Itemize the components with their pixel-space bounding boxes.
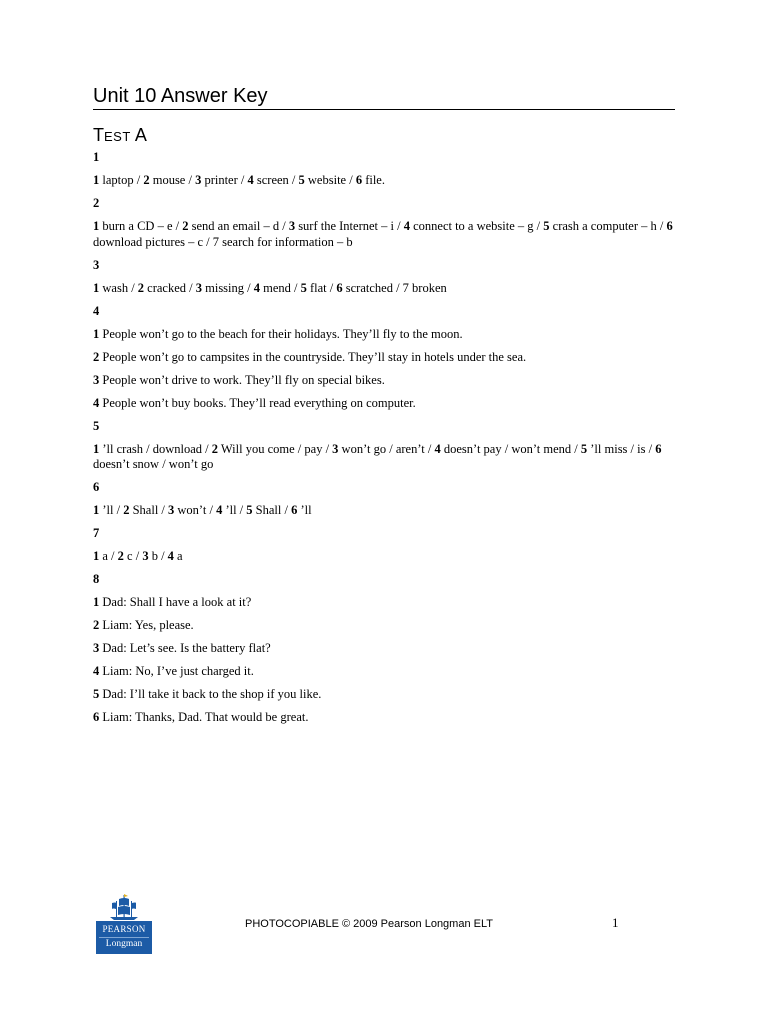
- answer-text: printer /: [201, 173, 248, 187]
- item-number: 5: [580, 441, 588, 456]
- answer-line: [93, 687, 683, 703]
- item-number: 3: [168, 503, 175, 517]
- item-number: 5: [543, 219, 550, 233]
- item-number: 5: [298, 173, 305, 187]
- answer-text: screen /: [253, 173, 299, 187]
- answer-text: Will you come / pay /: [217, 441, 333, 456]
- item-number: 3: [195, 280, 202, 295]
- item-number: 4: [247, 173, 254, 187]
- answer-text: ’ll /: [222, 503, 247, 517]
- answer-line: [93, 281, 683, 297]
- item-number: 2: [117, 549, 124, 563]
- answer-line: [93, 710, 683, 726]
- photocopiable-notice: PHOTOCOPIABLE © 2009 Pearson Longman ELT: [245, 918, 493, 930]
- item-number: 5: [246, 503, 253, 517]
- item-number: 3: [93, 641, 100, 655]
- section-number: 3: [93, 257, 100, 272]
- item-number: 5: [300, 280, 307, 295]
- answer-text: crash a computer – h /: [549, 219, 667, 233]
- logo-longman-text: Longman: [99, 937, 149, 950]
- answer-line: [93, 219, 683, 250]
- page-number: 1: [612, 915, 619, 930]
- answer-line: [93, 442, 683, 473]
- item-number: 2: [211, 441, 218, 456]
- answer-text: b /: [148, 549, 168, 563]
- section-number: 8: [93, 572, 100, 586]
- item-number: 3: [288, 219, 296, 233]
- item-number: 2: [182, 219, 189, 233]
- answer-text: won’t /: [174, 503, 217, 517]
- answer-line: [93, 664, 683, 680]
- item-number: 1: [93, 219, 100, 233]
- section-number: 5: [93, 418, 100, 433]
- item-number: 6: [666, 219, 673, 233]
- answer-line: [93, 549, 683, 565]
- answer-text: Dad: I’ll take it back to the shop if you like.: [99, 687, 322, 701]
- item-number: 5: [93, 687, 100, 701]
- answer-line: [93, 618, 683, 634]
- item-number: 6: [655, 441, 662, 456]
- logo-pearson-text: PEARSON: [102, 924, 146, 934]
- item-number: 2: [93, 618, 100, 632]
- answer-text: a: [173, 549, 183, 563]
- item-number: 4: [216, 503, 223, 517]
- logo-wordmark: [96, 921, 152, 954]
- answer-text: connect to a website – g /: [409, 219, 544, 233]
- heading-a: A: [134, 125, 147, 145]
- item-number: 1: [93, 441, 100, 456]
- answer-text: cracked /: [144, 280, 196, 295]
- item-number: 1: [93, 503, 100, 517]
- item-number: 3: [93, 372, 100, 387]
- section-number: 6: [93, 480, 100, 494]
- answer-text: a /: [99, 549, 118, 563]
- item-number: 4: [93, 395, 100, 410]
- answer-text: Liam: Thanks, Dad. That would be great.: [99, 710, 309, 724]
- answer-line: [93, 350, 683, 366]
- answer-text: People won’t buy books. They’ll read everything on computer.: [99, 395, 416, 410]
- section-number: 2: [93, 196, 100, 210]
- item-number: 1: [93, 280, 100, 295]
- answer-text: Shall /: [129, 503, 169, 517]
- answer-text: People won’t go to the beach for their holidays. They’ll fly to the moon.: [99, 326, 463, 341]
- item-number: 1: [93, 595, 100, 609]
- item-number: 2: [143, 173, 150, 187]
- answer-text: Shall /: [252, 503, 292, 517]
- answer-content: [93, 150, 683, 733]
- answer-text: send an email – d /: [188, 219, 289, 233]
- heading-est: EST: [104, 129, 131, 144]
- answer-text: Liam: No, I’ve just charged it.: [99, 664, 254, 678]
- answer-text: doesn’t snow / won’t go: [93, 457, 214, 471]
- item-number: 6: [93, 710, 100, 724]
- answer-line: [93, 373, 683, 389]
- answer-text: laptop /: [99, 173, 144, 187]
- item-number: 2: [93, 349, 100, 364]
- item-number: 4: [253, 280, 260, 295]
- section-number: 7: [93, 526, 100, 540]
- answer-text: Liam: Yes, please.: [99, 618, 194, 632]
- pearson-longman-logo: [96, 893, 152, 954]
- answer-text: download pictures – c / 7 search for information – b: [93, 234, 353, 249]
- section-number: 1: [93, 150, 100, 164]
- answer-text: website /: [304, 173, 356, 187]
- item-number: 2: [137, 280, 145, 295]
- item-number: 2: [123, 503, 130, 517]
- test-heading: [93, 124, 147, 148]
- item-number: 3: [332, 441, 339, 456]
- answer-text: ’ll: [297, 503, 312, 517]
- answer-text: file.: [362, 173, 385, 187]
- item-number: 4: [167, 549, 174, 563]
- item-number: 6: [291, 503, 298, 517]
- answer-line: [93, 396, 683, 412]
- answer-line: [93, 641, 683, 657]
- item-number: 1: [93, 549, 100, 563]
- heading-t: T: [93, 125, 104, 145]
- ship-icon: [96, 893, 152, 921]
- answer-text: scratched / 7 broken: [342, 280, 447, 295]
- answer-text: missing /: [202, 280, 254, 295]
- answer-text: People won’t go to campsites in the countryside. They’ll stay in hotels under the sea.: [99, 349, 527, 364]
- answer-line: [93, 327, 683, 343]
- answer-text: Dad: Let’s see. Is the battery flat?: [99, 641, 271, 655]
- answer-line: [93, 595, 683, 611]
- item-number: 4: [434, 441, 441, 456]
- section-number: 4: [93, 303, 100, 318]
- answer-line: [93, 173, 683, 189]
- answer-text: ’ll crash / download /: [99, 441, 212, 456]
- answer-text: ’ll /: [99, 503, 124, 517]
- item-number: 1: [93, 173, 100, 187]
- item-number: 4: [403, 219, 410, 233]
- item-number: 3: [195, 173, 202, 187]
- answer-text: mouse /: [149, 173, 196, 187]
- answer-text: Dad: Shall I have a look at it?: [99, 595, 252, 609]
- title-rule: [93, 109, 675, 110]
- answer-text: doesn’t pay / won’t mend /: [440, 441, 581, 456]
- item-number: 4: [93, 664, 100, 678]
- page-title: Unit 10 Answer Key: [93, 85, 268, 107]
- answer-text: burn a CD – e /: [99, 219, 183, 233]
- answer-text: c /: [123, 549, 143, 563]
- answer-text: mend /: [260, 280, 301, 295]
- answer-text: wash /: [99, 280, 138, 295]
- item-number: 1: [93, 326, 100, 341]
- answer-text: People won’t drive to work. They’ll fly on special bikes.: [99, 372, 385, 387]
- answer-line: [93, 503, 683, 519]
- item-number: 6: [336, 280, 343, 295]
- item-number: 6: [355, 173, 363, 187]
- item-number: 3: [142, 549, 149, 563]
- answer-text: flat /: [306, 280, 337, 295]
- answer-text: ’ll miss / is /: [587, 441, 656, 456]
- answer-text: surf the Internet – i /: [295, 219, 404, 233]
- answer-text: won’t go / aren’t /: [338, 441, 435, 456]
